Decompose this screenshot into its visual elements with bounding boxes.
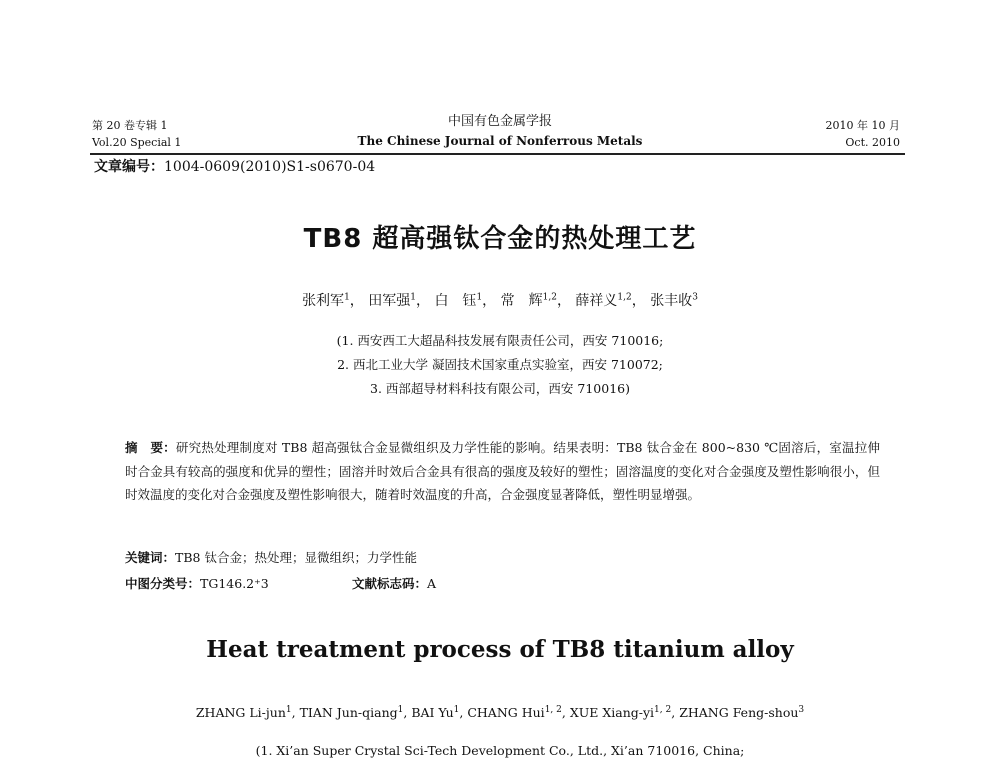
classification-value: TG146.2⁺3 — [200, 576, 269, 591]
author-affil: 1,2 — [617, 292, 632, 303]
author-name: ZHANG Feng-shou — [679, 705, 799, 721]
author-name: CHANG Hui — [467, 705, 545, 721]
author-affil: 1 — [410, 292, 416, 303]
author-affil: 3 — [692, 292, 698, 303]
keywords-text: TB8 钛合金；热处理；显微组织；力学性能 — [175, 550, 417, 565]
affiliation-cn-2: 2. 西北工业大学 凝固技术国家重点实验室，西安 710072; — [337, 357, 663, 372]
classification — [125, 574, 269, 592]
title-cn: TB8 超高强钛合金的热处理工艺 — [303, 224, 697, 254]
author-name: XUE Xiang-yi — [569, 705, 655, 721]
title-en: Heat treatment process of TB8 titanium alloy — [206, 636, 794, 663]
author-name: 田军强 — [368, 293, 411, 309]
journal-name-en: The Chinese Journal of Nonferrous Metals — [357, 134, 643, 148]
affiliation-cn-1: (1. 西安西工大超晶科技发展有限责任公司，西安 710016; — [336, 333, 664, 348]
document-code — [352, 574, 436, 592]
author-affil: 3 — [798, 705, 805, 715]
volume-info — [92, 117, 181, 151]
keywords — [125, 548, 417, 566]
author-affil: 1,2 — [542, 292, 557, 303]
authors-cn: 张利军$^1$， 田军强$^1$， 白 钰$^1$， 常 辉$^{1,2}$， 薛祥义$^{1,2}$， 张丰收$^3$ — [302, 292, 698, 309]
author-affil: 1 — [285, 705, 292, 715]
article-number-value: 1004-0609(2010)S1-s0670-04 — [164, 159, 376, 175]
affiliation-cn-3: 3. 西部超导材料科技有限公司，西安 710016) — [370, 381, 630, 396]
issue-date — [826, 117, 900, 151]
classification-label: 中图分类号： — [125, 576, 201, 591]
author-affil: 1, 2 — [544, 705, 562, 715]
volume-en: Vol.20 Special 1 — [92, 136, 182, 149]
author-affil: 1 — [453, 705, 460, 715]
author-name: 常 辉 — [500, 293, 543, 309]
header-rule — [90, 153, 905, 155]
author-name: 白 钰 — [434, 293, 477, 309]
author-affil: 1, 2 — [654, 705, 672, 715]
author-affil: 1 — [344, 292, 350, 303]
abstract-label: 摘 要： — [125, 440, 176, 455]
author-name: ZHANG Li-jun — [195, 705, 286, 721]
author-affil: 1 — [476, 292, 483, 303]
abstract-text: 研究热处理制度对 TB8 超高强钛合金显微组织及力学性能的影响。结果表明：TB8 钛合金在 800~830 ℃固溶后，室温拉伸时合金具有较高的强度和优异的塑性；固溶并时效后合金具有很高的强度及较好的塑性；固溶温度的变化对合金强度及塑性影响很小，但时效温度的变化对合金强度及塑性影响很大，随着时效温度的升高，合金强度显著降低，塑性明显增强。 — [125, 440, 880, 502]
document-code-label: 文献标志码： — [352, 576, 428, 591]
author-name: 张利军 — [302, 293, 345, 309]
article-number-label: 文章编号： — [94, 159, 164, 175]
document-code-value: A — [427, 576, 437, 591]
author-affil: 1 — [397, 705, 404, 715]
author-name: BAI Yu — [411, 705, 454, 721]
volume-cn: 第 20 卷专辑 1 — [92, 119, 168, 132]
keywords-label: 关键词： — [125, 550, 176, 565]
authors-en: ZHANG Li-jun$^1$, TIAN Jun-qiang$^1$, BAI Yu$^1$, CHANG Hui$^{1, 2}$, XUE Xiang-yi$^{1, 2}$, ZHANG Feng-shou$^3$ — [195, 705, 805, 721]
abstract — [125, 436, 880, 507]
author-name: 薛祥义 — [575, 293, 618, 309]
journal-name — [300, 112, 700, 150]
date-en: Oct. 2010 — [845, 136, 900, 149]
journal-name-cn: 中国有色金属学报 — [447, 114, 552, 129]
article-number — [94, 157, 375, 177]
author-name: 张丰收 — [650, 293, 693, 309]
date-cn: 2010 年 10 月 — [825, 119, 900, 132]
author-name: TIAN Jun-qiang — [299, 705, 398, 721]
affiliation-en-1: (1. Xi’an Super Crystal Sci-Tech Development Co., Ltd., Xi’an 710016, China; — [255, 743, 745, 758]
